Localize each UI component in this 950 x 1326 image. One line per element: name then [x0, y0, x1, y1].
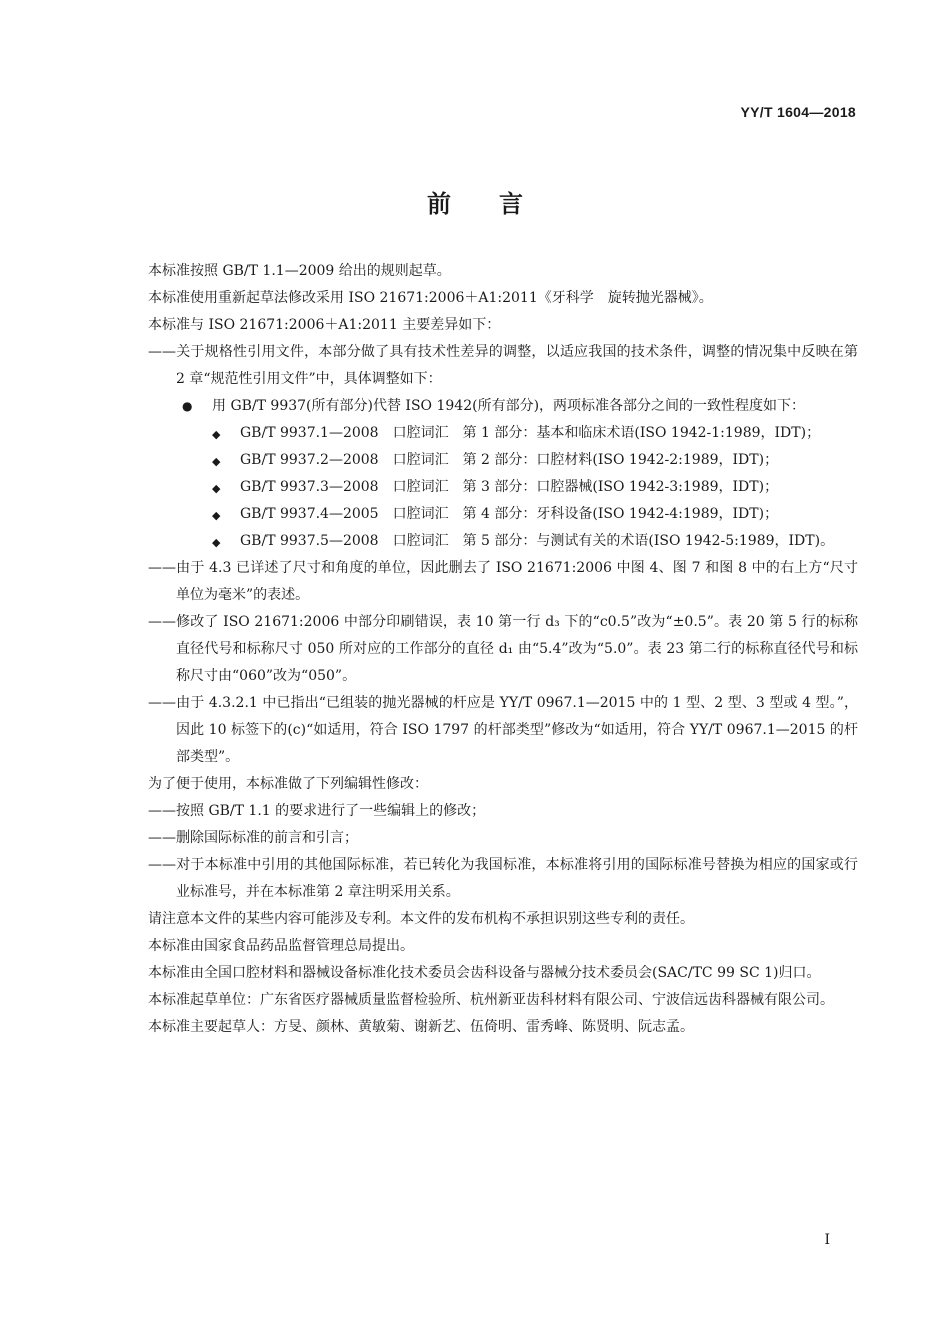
diamond-text: GB/T 9937.2—2008 口腔词汇 第 2 部分：口腔材料(ISO 1942-2:1989，IDT)； [240, 452, 779, 468]
standard-code: YY/T 1604—2018 [740, 104, 856, 120]
paragraph: 本标准起草单位：广东省医疗器械质量监督检验所、杭州新亚齿科材料有限公司、宁波信远齿科器械有限公司。 [148, 992, 834, 1008]
paragraph: 本标准由国家食品药品监督管理总局提出。 [148, 938, 414, 954]
diamond-icon: ◆ [212, 536, 221, 549]
bullet-icon: ● [182, 399, 193, 413]
diamond-item [120, 420, 858, 447]
paragraph: 为了便于使用，本标准做了下列编辑性修改： [148, 776, 428, 792]
diamond-item [120, 447, 858, 474]
diamond-text: GB/T 9937.3—2008 口腔词汇 第 3 部分：口腔器械(ISO 1942-3:1989，IDT)； [240, 479, 779, 495]
diamond-item [120, 474, 858, 501]
page-number: I [824, 1232, 830, 1248]
foreword-body [120, 258, 858, 1041]
dash-item: ——对于本标准中引用的其他国际标准，若已转化为我国标准，本标准将引用的国际标准号替换为相应的国家或行业标准号，并在本标准第 2 章注明采用关系。 [148, 857, 858, 900]
dash-item: ——关于规格性引用文件，本部分做了具有技术性差异的调整，以适应我国的技术条件，调整的情况集中反映在第 2 章“规范性引用文件”中，具体调整如下： [148, 344, 858, 387]
paragraph: 本标准由全国口腔材料和器械设备标准化技术委员会齿科设备与器械分技术委员会(SAC/TC 99 SC 1)归口。 [148, 965, 821, 981]
paragraph: 本标准与 ISO 21671:2006＋A1:2011 主要差异如下： [148, 317, 501, 333]
dash-item: ——由于 4.3.2.1 中已指出“已组装的抛光器械的杆应是 YY/T 0967.1—2015 中的 1 型、2 型、3 型或 4 型。”，因此 10 标签下的(c)“如适用，符合 ISO 1797 的杆部类型”修改为“如适用，符合 YY/T 0967.1—2015 的杆部类型”。 [148, 695, 858, 765]
paragraph: 本标准按照 GB/T 1.1—2009 给出的规则起草。 [148, 263, 451, 279]
page-title [0, 184, 950, 219]
dash-item: ——删除国际标准的前言和引言； [148, 830, 358, 846]
bullet-text: 用 GB/T 9937(所有部分)代替 ISO 1942(所有部分)，两项标准各部分之间的一致性程度如下： [212, 398, 806, 414]
title-char-2: 言 [499, 190, 523, 218]
paragraph: 请注意本文件的某些内容可能涉及专利。本文件的发布机构不承担识别这些专利的责任。 [148, 911, 694, 927]
title-char-1: 前 [427, 190, 451, 218]
diamond-text: GB/T 9937.5—2008 口腔词汇 第 5 部分：与测试有关的术语(ISO 1942-5:1989，IDT)。 [240, 533, 835, 549]
diamond-icon: ◆ [212, 509, 221, 522]
diamond-icon: ◆ [212, 455, 221, 468]
dash-item: ——由于 4.3 已详述了尺寸和角度的单位，因此删去了 ISO 21671:2006 中图 4、图 7 和图 8 中的右上方“尺寸单位为毫米”的表述。 [148, 560, 858, 603]
dash-item: ——按照 GB/T 1.1 的要求进行了一些编辑上的修改； [148, 803, 486, 819]
dash-item: ——修改了 ISO 21671:2006 中部分印刷错误，表 10 第一行 d₃ 下的“c0.5”改为“±0.5”。表 20 第 5 行的标称直径代号和标称尺寸 050 所对应的工作部分的直径 d₁ 由“5.4”改为“5.0”。表 23 第二行的标称直径代号和标称尺寸由“060”改为“050”。 [148, 614, 858, 684]
diamond-item [120, 501, 858, 528]
diamond-text: GB/T 9937.4—2005 口腔词汇 第 4 部分：牙科设备(ISO 1942-4:1989，IDT)； [240, 506, 779, 522]
paragraph: 本标准主要起草人：方旻、颜林、黄敏菊、谢新艺、伍倚明、雷秀峰、陈贤明、阮志孟。 [148, 1019, 694, 1035]
diamond-item [120, 528, 858, 555]
paragraph: 本标准使用重新起草法修改采用 ISO 21671:2006＋A1:2011《牙科学 旋转抛光器械》。 [148, 290, 713, 306]
bullet-item [120, 393, 858, 420]
diamond-text: GB/T 9937.1—2008 口腔词汇 第 1 部分：基本和临床术语(ISO 1942-1:1989，IDT)； [240, 425, 821, 441]
diamond-icon: ◆ [212, 428, 221, 441]
diamond-icon: ◆ [212, 482, 221, 495]
